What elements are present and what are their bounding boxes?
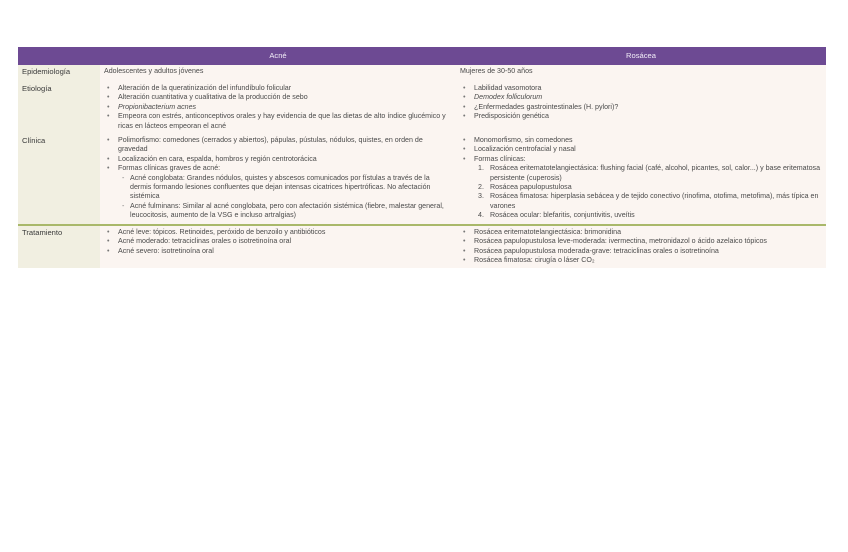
list-item: • Rosácea eritematotelangiectásica: brimonidina xyxy=(474,228,822,237)
list-item: • Acné moderado: tetraciclinas orales o isotretinoína oral xyxy=(118,237,452,246)
item-text: Rosácea papulopustulosa xyxy=(490,183,572,192)
row-label: Tratamiento xyxy=(18,225,100,269)
list-item xyxy=(118,164,452,220)
header-row xyxy=(18,47,826,65)
item-text: Rosácea fimatosa: hiperplasia sebácea y de tejido conectivo (rinofima, otofima, metofima), más típica en varones xyxy=(490,192,819,210)
list-item: • Empeora con estrés, anticonceptivos orales y hay evidencia de que las dietas de alto índice glucémico y ricas en lácteos empeoran el acné xyxy=(118,112,452,131)
list-item: • Localización en cara, espalda, hombros y región centrotorácica xyxy=(118,155,452,164)
row-label: Etiología xyxy=(18,82,100,134)
row-label: Clínica xyxy=(18,134,100,225)
row-etiologia xyxy=(18,82,826,134)
sub-list-item: - Acné fulminans: Similar al acné conglobata, pero con afectación sistémica (fiebre, malestar general, leucocitosis, aumento de la VSG e incluso artralgias) xyxy=(130,202,452,221)
list-item: • Rosácea papulopustulosa leve-moderada: ivermectina, metronidazol o ácido azelaico tópicos xyxy=(474,237,822,246)
list-item: • Propionibacterium acnes xyxy=(118,103,452,112)
header-acne: Acné xyxy=(100,47,456,65)
list-item: • Monomorfismo, sin comedones xyxy=(474,136,822,145)
comparison-table xyxy=(18,47,826,268)
numbered-item xyxy=(478,211,822,220)
list-item: • Localización centrofacial y nasal xyxy=(474,145,822,154)
list-item-text: Formas clínicas graves de acné: xyxy=(118,164,221,173)
header-rosacea: Rosácea xyxy=(456,47,826,65)
acne-epidemiologia: Adolescentes y adultos jóvenes xyxy=(100,65,456,82)
item-number: 1. xyxy=(478,164,484,173)
list-item: • ¿Enfermedades gastrointestinales (H. pylori)? xyxy=(474,103,822,112)
acne-clinica xyxy=(100,134,456,225)
numbered-item xyxy=(478,183,822,192)
rosacea-epidemiologia: Mujeres de 30-50 años xyxy=(456,65,826,82)
list-item: • Demodex folliculorum xyxy=(474,93,822,102)
sub-list-item: - Acné conglobata: Grandes nódulos, quistes y abscesos comunicados por fístulas a través de la dermis formando lesiones confluentes que dejan intensas cicatrices hipertróficas. No afectación sistémica xyxy=(130,174,452,202)
rosacea-clinica xyxy=(456,134,826,225)
rosacea-tratamiento xyxy=(456,225,826,269)
acne-etiologia xyxy=(100,82,456,134)
item-number: 3. xyxy=(478,192,484,201)
row-label: Epidemiología xyxy=(18,65,100,82)
header-corner xyxy=(18,47,100,65)
row-epidemiologia xyxy=(18,65,826,82)
item-number: 2. xyxy=(478,183,484,192)
list-item: • Rosácea papulopustulosa moderada-grave: tetraciclinas orales o isotretinoína xyxy=(474,247,822,256)
list-item xyxy=(474,155,822,221)
rosacea-etiologia xyxy=(456,82,826,134)
item-text: Rosácea ocular: blefaritis, conjuntivitis, uveítis xyxy=(490,211,635,220)
list-item: • Labilidad vasomotora xyxy=(474,84,822,93)
item-number: 4. xyxy=(478,211,484,220)
list-item: • Rosácea fimatosa: cirugía o láser CO₂ xyxy=(474,256,822,265)
row-clinica xyxy=(18,134,826,225)
numbered-item xyxy=(478,164,822,183)
list-item: • Acné leve: tópicos. Retinoides, peróxido de benzoilo y antibióticos xyxy=(118,228,452,237)
acne-tratamiento xyxy=(100,225,456,269)
list-item: • Acné severo: isotretinoína oral xyxy=(118,247,452,256)
list-item: • Predisposición genética xyxy=(474,112,822,121)
list-item: • Alteración cuantitativa y cualitativa de la producción de sebo xyxy=(118,93,452,102)
list-item: • Polimorfismo: comedones (cerrados y abiertos), pápulas, pústulas, nódulos, quistes, en orden de gravedad xyxy=(118,136,452,155)
row-tratamiento xyxy=(18,225,826,269)
numbered-item xyxy=(478,192,822,211)
list-item-text: Formas clínicas: xyxy=(474,154,526,163)
list-item: • Alteración de la queratinización del infundíbulo folicular xyxy=(118,84,452,93)
item-text: Rosácea eritematotelangiectásica: flushing facial (café, alcohol, picantes, sol, calor...) y base eritematosa persistente (cuperosis) xyxy=(490,164,821,182)
